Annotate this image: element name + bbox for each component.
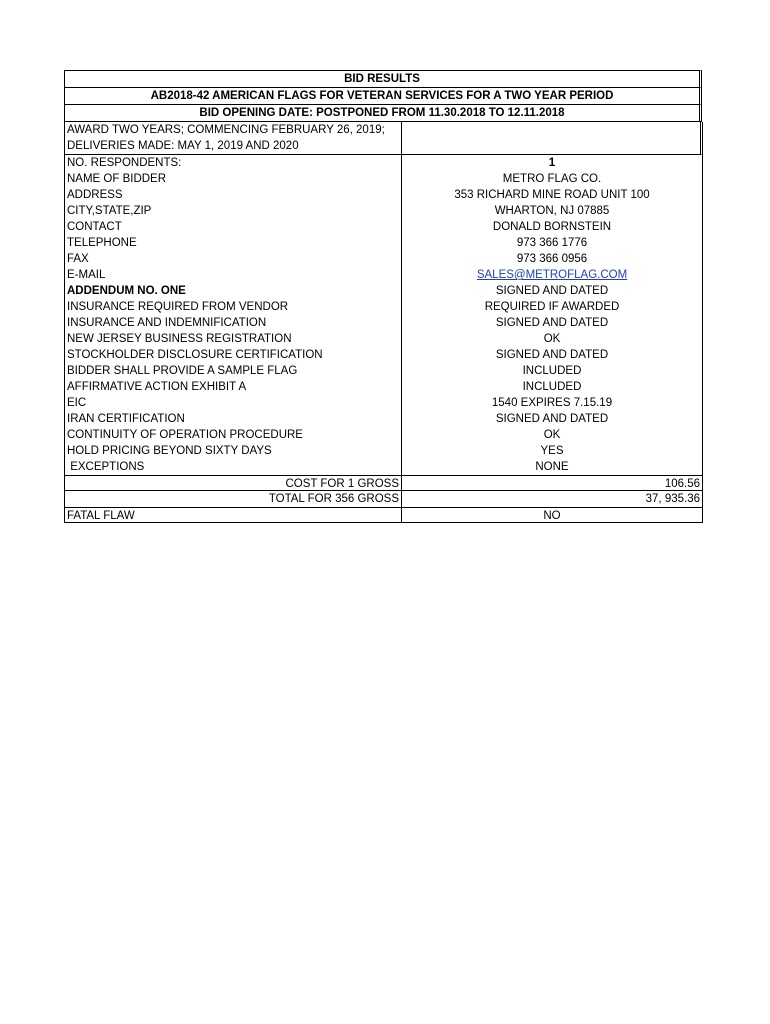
city-state-zip-label: CITY,STATE,ZIP — [65, 203, 402, 219]
telephone-value: 973 366 1776 — [402, 235, 703, 251]
addendum-label: ADDENDUM NO. ONE — [65, 283, 402, 299]
telephone-label: TELEPHONE — [65, 235, 402, 251]
bid-opening-date: BID OPENING DATE: POSTPONED FROM 11.30.2018 TO 12.11.2018 — [64, 104, 702, 121]
email-link[interactable]: SALES@METROFLAG.COM — [476, 269, 628, 281]
fax-label: FAX — [65, 251, 402, 267]
continuity-of-operation-value: OK — [402, 427, 703, 443]
hold-pricing-label: HOLD PRICING BEYOND SIXTY DAYS — [65, 443, 402, 459]
stockholder-disclosure-label: STOCKHOLDER DISCLOSURE CERTIFICATION — [65, 347, 402, 363]
contact-value: DONALD BORNSTEIN — [402, 219, 703, 235]
eic-label: EIC — [65, 395, 402, 411]
sheet-title: BID RESULTS — [64, 70, 702, 87]
stockholder-disclosure-value: SIGNED AND DATED — [402, 347, 703, 363]
insurance-required-label: INSURANCE REQUIRED FROM VENDOR — [65, 299, 402, 315]
fax-value: 973 366 0956 — [402, 251, 703, 267]
fatal-flaw-value: NO — [402, 507, 703, 523]
bidder-name-value: METRO FLAG CO. — [402, 171, 703, 187]
address-value: 353 RICHARD MINE ROAD UNIT 100 — [402, 187, 703, 203]
bidder-name-label: NAME OF BIDDER — [65, 171, 402, 187]
email-label: E-MAIL — [65, 267, 402, 283]
continuity-of-operation-label: CONTINUITY OF OPERATION PROCEDURE — [65, 427, 402, 443]
iran-certification-label: IRAN CERTIFICATION — [65, 411, 402, 427]
insurance-required-value: REQUIRED IF AWARDED — [402, 299, 703, 315]
city-state-zip-value: WHARTON, NJ 07885 — [402, 203, 703, 219]
award-terms-label: AWARD TWO YEARS; COMMENCING FEBRUARY 26, 2019; DELIVERIES MADE: MAY 1, 2019 AND 2020 — [65, 122, 402, 155]
addendum-value: SIGNED AND DATED — [402, 283, 703, 299]
exceptions-value: NONE — [402, 459, 703, 475]
exceptions-label: EXCEPTIONS — [65, 459, 402, 475]
respondents-value: 1 — [402, 155, 703, 171]
affirmative-action-label: AFFIRMATIVE ACTION EXHIBIT A — [65, 379, 402, 395]
total-cost-value: 37, 935.36 — [402, 491, 703, 507]
address-label: ADDRESS — [65, 187, 402, 203]
insurance-indemnification-value: SIGNED AND DATED — [402, 315, 703, 331]
sample-flag-label: BIDDER SHALL PROVIDE A SAMPLE FLAG — [65, 363, 402, 379]
fatal-flaw-label: FATAL FLAW — [65, 507, 402, 523]
bid-results-sheet — [64, 70, 702, 523]
cost-per-gross-label: COST FOR 1 GROSS — [65, 475, 402, 491]
eic-value: 1540 EXPIRES 7.15.19 — [402, 395, 703, 411]
contact-label: CONTACT — [65, 219, 402, 235]
email-value — [402, 267, 703, 283]
respondents-label: NO. RESPONDENTS: — [65, 155, 402, 171]
insurance-indemnification-label: INSURANCE AND INDEMNIFICATION — [65, 315, 402, 331]
nj-business-registration-value: OK — [402, 331, 703, 347]
sample-flag-value: INCLUDED — [402, 363, 703, 379]
hold-pricing-value: YES — [402, 443, 703, 459]
nj-business-registration-label: NEW JERSEY BUSINESS REGISTRATION — [65, 331, 402, 347]
bid-results-table — [64, 121, 702, 523]
iran-certification-value: SIGNED AND DATED — [402, 411, 703, 427]
affirmative-action-value: INCLUDED — [402, 379, 703, 395]
cost-per-gross-value: 106.56 — [402, 475, 703, 491]
bid-subtitle: AB2018-42 AMERICAN FLAGS FOR VETERAN SERVICES FOR A TWO YEAR PERIOD — [64, 87, 702, 104]
total-cost-label: TOTAL FOR 356 GROSS — [65, 491, 402, 507]
award-terms-value — [402, 122, 703, 155]
